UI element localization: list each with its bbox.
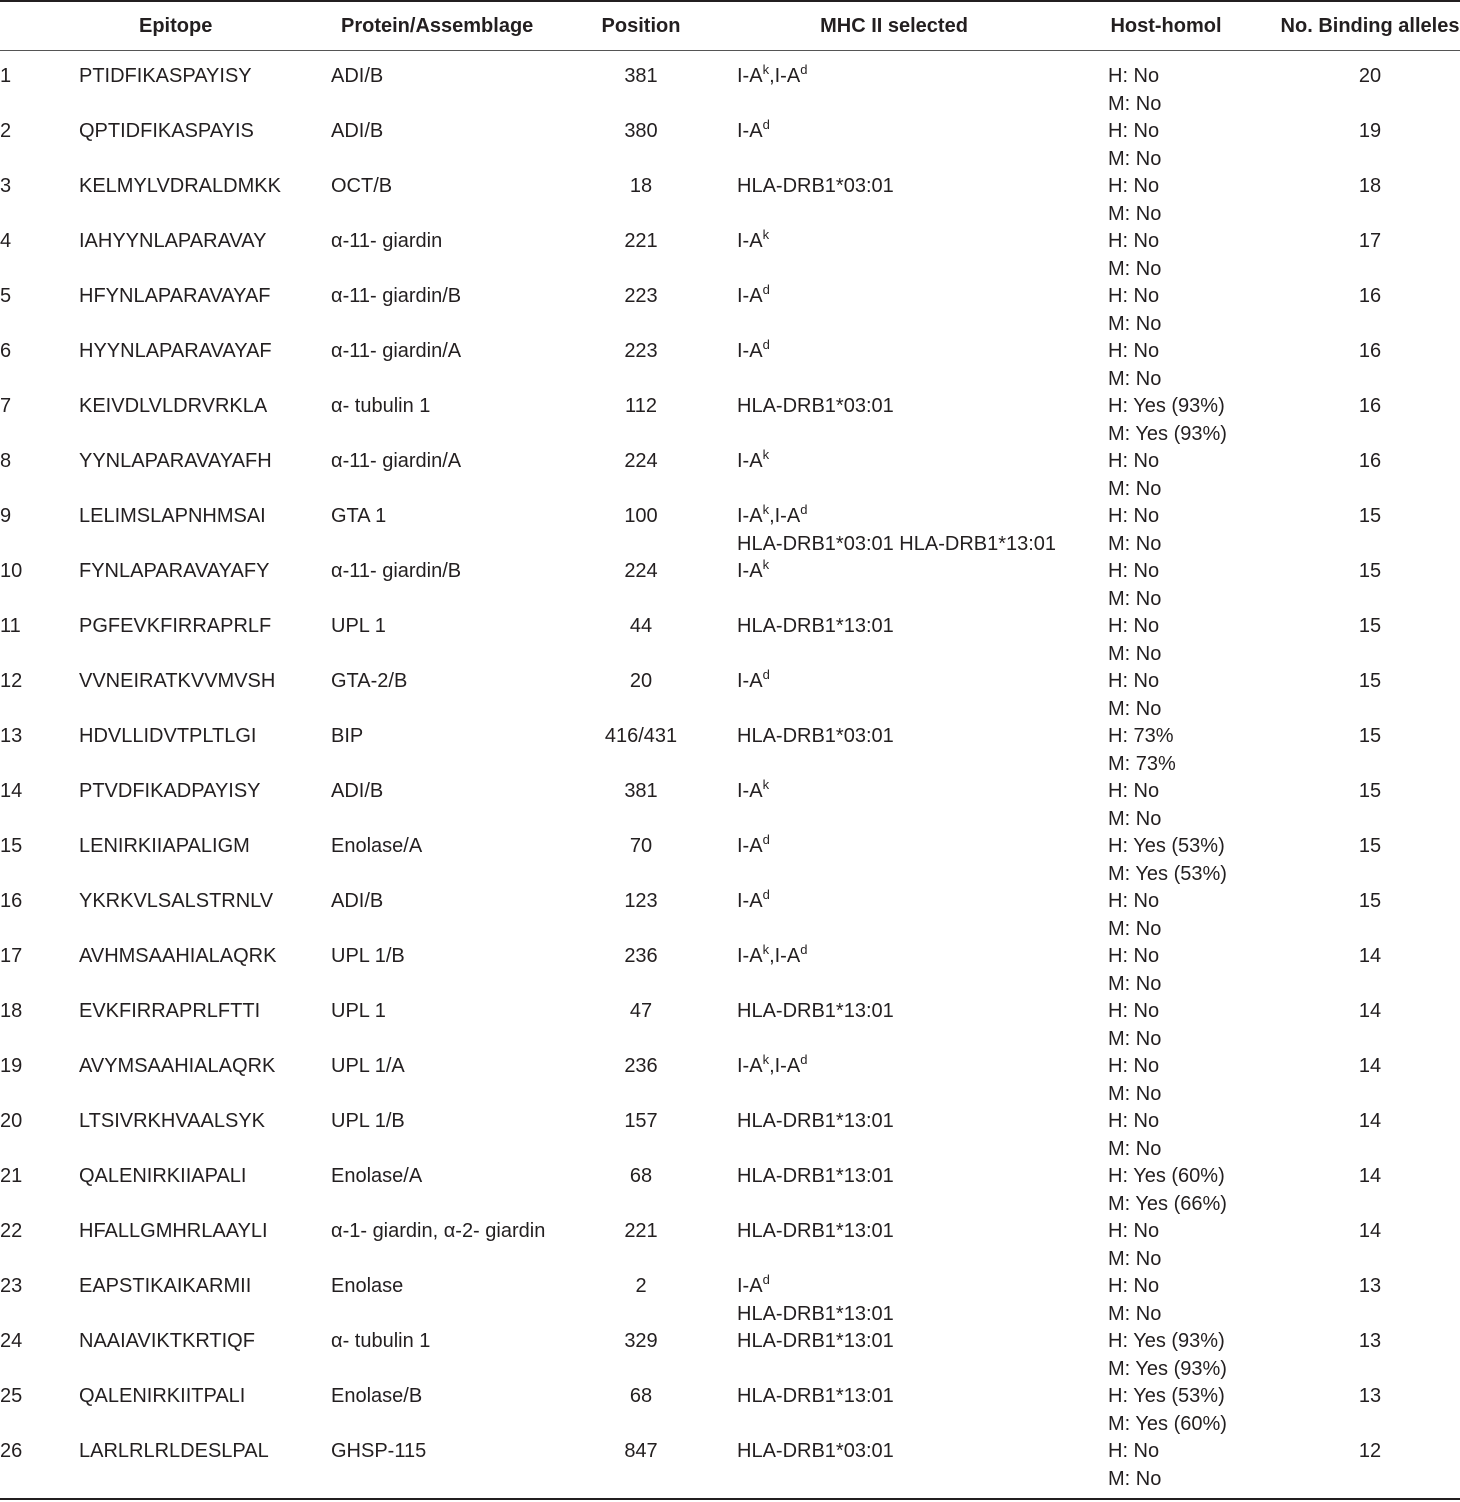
epitope-sequence: KEIVDLVLDRVRKLA: [79, 395, 268, 417]
row-number: 4: [0, 230, 12, 252]
mhc-allele-line: $I-A^k$: [737, 557, 770, 582]
row-number: 19: [0, 1055, 23, 1077]
position-value: 44: [629, 615, 653, 637]
host-homology-mouse: M: No: [1108, 257, 1162, 280]
mhc-alleles: [737, 724, 894, 752]
protein-assemblage: UPL 1/B: [331, 1110, 405, 1132]
mhc-alleles: [737, 1274, 894, 1329]
protein-assemblage: Enolase/B: [331, 1385, 423, 1407]
protein-assemblage: UPL 1/A: [331, 1055, 405, 1077]
position-value: 847: [624, 1440, 658, 1462]
row-number: 6: [0, 340, 12, 362]
epitope-sequence: LTSIVRKHVAALSYK: [79, 1110, 265, 1132]
epitope-sequence: AVYMSAAHIALAQRK: [79, 1055, 276, 1077]
epitope-sequence: HFYNLAPARAVAYAF: [79, 285, 271, 307]
binding-alleles-count: 14: [1358, 1000, 1382, 1022]
row-number: 22: [0, 1220, 23, 1242]
binding-alleles-count: 16: [1358, 395, 1382, 417]
host-homology-human: H: No: [1108, 780, 1160, 802]
host-homology-mouse: M: No: [1108, 642, 1162, 665]
mhc-allele-line: $I-A^k,I-A^d$: [737, 942, 808, 967]
mhc-alleles: [737, 559, 769, 587]
protein-assemblage: OCT/B: [331, 175, 393, 197]
epitope-sequence: HDVLLIDVTPLTLGI: [79, 725, 257, 747]
header-epitope: Epitope: [139, 15, 213, 37]
binding-alleles-count: 14: [1358, 945, 1382, 967]
binding-alleles-count: 16: [1358, 340, 1382, 362]
protein-assemblage: Enolase: [331, 1275, 404, 1297]
mhc-allele-line: HLA-DRB1*13:01: [737, 1110, 894, 1132]
mhc-allele-line: $I-A^d$: [737, 1272, 770, 1297]
position-value: 236: [624, 1055, 658, 1077]
mhc-alleles: [737, 1384, 894, 1412]
position-value: 223: [624, 285, 658, 307]
binding-alleles-count: 14: [1358, 1165, 1382, 1187]
row-number: 7: [0, 395, 12, 417]
protein-assemblage: GHSP-115: [331, 1440, 427, 1462]
epitope-sequence: EVKFIRRAPRLFTTI: [79, 1000, 261, 1022]
host-homology-mouse: M: Yes (93%): [1108, 1357, 1227, 1380]
host-homology-human: H: No: [1108, 340, 1160, 362]
host-homology-human: H: No: [1108, 560, 1160, 582]
epitope-sequence: AVHMSAAHIALAQRK: [79, 945, 277, 967]
host-homology-human: H: Yes (53%): [1108, 835, 1225, 857]
position-value: 221: [624, 230, 658, 252]
host-homology-mouse: M: No: [1108, 807, 1162, 830]
binding-alleles-count: 15: [1358, 670, 1382, 692]
binding-alleles-count: 15: [1358, 560, 1382, 582]
host-homology-human: H: No: [1108, 945, 1160, 967]
position-value: 47: [629, 1000, 653, 1022]
binding-alleles-count: 18: [1358, 175, 1382, 197]
row-number: 18: [0, 1000, 23, 1022]
host-homology-mouse: M: No: [1108, 1467, 1162, 1490]
mhc-allele-line: $I-A^d$: [737, 887, 770, 912]
host-homology-mouse: M: No: [1108, 697, 1162, 720]
protein-assemblage: α-11- giardin: [331, 230, 443, 252]
host-homology-human: H: No: [1108, 65, 1160, 87]
header-protein: Protein/Assemblage: [341, 15, 534, 37]
binding-alleles-count: 13: [1358, 1385, 1382, 1407]
host-homology-human: H: No: [1108, 1220, 1160, 1242]
protein-assemblage: Enolase/A: [331, 835, 423, 857]
header-rule: [0, 50, 1460, 51]
mhc-alleles: [737, 669, 770, 697]
binding-alleles-count: 16: [1358, 285, 1382, 307]
protein-assemblage: α-11- giardin/B: [331, 285, 462, 307]
mhc-allele-line: HLA-DRB1*13:01: [737, 1165, 894, 1187]
host-homology-mouse: M: No: [1108, 917, 1162, 940]
mhc-allele-line: HLA-DRB1*13:01: [737, 615, 894, 637]
host-homology-human: H: No: [1108, 505, 1160, 527]
binding-alleles-count: 12: [1358, 1440, 1382, 1462]
host-homology-human: H: No: [1108, 890, 1160, 912]
position-value: 100: [624, 505, 658, 527]
host-homology-human: H: 73%: [1108, 725, 1174, 747]
protein-assemblage: α-11- giardin/B: [331, 560, 462, 582]
row-number: 21: [0, 1165, 23, 1187]
binding-alleles-count: 19: [1358, 120, 1382, 142]
protein-assemblage: α- tubulin 1: [331, 1330, 431, 1352]
binding-alleles-count: 16: [1358, 450, 1382, 472]
binding-alleles-count: 15: [1358, 615, 1382, 637]
position-value: 70: [629, 835, 653, 857]
host-homology-mouse: M: No: [1108, 972, 1162, 995]
host-homology-human: H: Yes (60%): [1108, 1165, 1225, 1187]
host-homology-mouse: M: Yes (93%): [1108, 422, 1227, 445]
position-value: 381: [624, 780, 658, 802]
host-homology-mouse: M: No: [1108, 532, 1162, 555]
protein-assemblage: GTA 1: [331, 505, 387, 527]
mhc-allele-line: HLA-DRB1*13:01: [737, 1330, 894, 1352]
host-homology-human: H: No: [1108, 615, 1160, 637]
host-homology-mouse: M: Yes (60%): [1108, 1412, 1227, 1435]
header-host-homol: Host-homol: [1110, 15, 1222, 37]
position-value: 68: [629, 1165, 653, 1187]
header-mhc: MHC II selected: [820, 15, 968, 37]
epitope-sequence: QALENIRKIITPALI: [79, 1385, 246, 1407]
protein-assemblage: ADI/B: [331, 780, 384, 802]
host-homology-mouse: M: No: [1108, 92, 1162, 115]
row-number: 5: [0, 285, 12, 307]
header-binding-alleles: No. Binding alleles: [1280, 15, 1460, 37]
row-number: 16: [0, 890, 23, 912]
row-number: 8: [0, 450, 12, 472]
host-homology-human: H: Yes (53%): [1108, 1385, 1225, 1407]
binding-alleles-count: 14: [1358, 1220, 1382, 1242]
epitope-sequence: LARLRLRLDESLPAL: [79, 1440, 269, 1462]
mhc-alleles: [737, 504, 1056, 559]
mhc-alleles: [737, 339, 770, 367]
epitope-sequence: HFALLGMHRLAAYLI: [79, 1220, 268, 1242]
host-homology-human: H: No: [1108, 670, 1160, 692]
row-number: 24: [0, 1330, 23, 1352]
mhc-alleles: [737, 1164, 894, 1192]
row-number: 25: [0, 1385, 23, 1407]
position-value: 236: [624, 945, 658, 967]
host-homology-human: H: No: [1108, 1275, 1160, 1297]
protein-assemblage: UPL 1: [331, 1000, 386, 1022]
mhc-alleles: [737, 1054, 807, 1082]
protein-assemblage: ADI/B: [331, 890, 384, 912]
protein-assemblage: ADI/B: [331, 65, 384, 87]
binding-alleles-count: 15: [1358, 890, 1382, 912]
header-position: Position: [601, 15, 681, 37]
mhc-alleles: [737, 174, 894, 202]
binding-alleles-count: 20: [1358, 65, 1382, 87]
binding-alleles-count: 14: [1358, 1055, 1382, 1077]
mhc-alleles: [737, 779, 769, 807]
mhc-alleles: [737, 449, 769, 477]
host-homology-human: H: No: [1108, 450, 1160, 472]
host-homology-human: H: No: [1108, 1055, 1160, 1077]
mhc-allele-line: $I-A^d$: [737, 667, 770, 692]
mhc-allele-line: $I-A^d$: [737, 282, 770, 307]
mhc-alleles: [737, 999, 894, 1027]
epitope-sequence: YKRKVLSALSTRNLV: [79, 890, 274, 912]
row-number: 12: [0, 670, 23, 692]
binding-alleles-count: 13: [1358, 1330, 1382, 1352]
row-number: 14: [0, 780, 23, 802]
row-number: 20: [0, 1110, 23, 1132]
binding-alleles-count: 17: [1358, 230, 1382, 252]
row-number: 13: [0, 725, 23, 747]
protein-assemblage: BIP: [331, 725, 364, 747]
host-homology-mouse: M: No: [1108, 1137, 1162, 1160]
host-homology-mouse: M: No: [1108, 587, 1162, 610]
position-value: 123: [624, 890, 658, 912]
host-homology-human: H: No: [1108, 230, 1160, 252]
host-homology-human: H: No: [1108, 175, 1160, 197]
host-homology-mouse: M: No: [1108, 202, 1162, 225]
epitope-sequence: HYYNLAPARAVAYAF: [79, 340, 272, 362]
mhc-allele-line: $I-A^k$: [737, 777, 770, 802]
mhc-allele-line: HLA-DRB1*13:01: [737, 1302, 894, 1325]
mhc-allele-line: $I-A^k,I-A^d$: [737, 1052, 808, 1077]
mhc-allele-line: $I-A^k,I-A^d$: [737, 62, 808, 87]
protein-assemblage: Enolase/A: [331, 1165, 423, 1187]
mhc-alleles: [737, 1329, 894, 1357]
table-bottom-rule: [0, 1498, 1460, 1500]
host-homology-mouse: M: No: [1108, 367, 1162, 390]
row-number: 15: [0, 835, 23, 857]
host-homology-human: H: No: [1108, 1000, 1160, 1022]
position-value: 18: [629, 175, 653, 197]
protein-assemblage: α-11- giardin/A: [331, 450, 462, 472]
binding-alleles-count: 15: [1358, 835, 1382, 857]
binding-alleles-count: 15: [1358, 505, 1382, 527]
host-homology-mouse: M: No: [1108, 1247, 1162, 1270]
protein-assemblage: ADI/B: [331, 120, 384, 142]
mhc-allele-line: $I-A^d$: [737, 832, 770, 857]
position-value: 329: [624, 1330, 658, 1352]
binding-alleles-count: 15: [1358, 780, 1382, 802]
epitope-sequence: PTVDFIKADPAYISY: [79, 780, 261, 802]
host-homology-mouse: M: No: [1108, 477, 1162, 500]
host-homology-human: H: No: [1108, 120, 1160, 142]
mhc-allele-line: $I-A^k$: [737, 227, 770, 252]
host-homology-human: H: No: [1108, 285, 1160, 307]
protein-assemblage: UPL 1: [331, 615, 386, 637]
row-number: 17: [0, 945, 23, 967]
mhc-alleles: [737, 394, 894, 422]
protein-assemblage: UPL 1/B: [331, 945, 405, 967]
host-homology-mouse: M: No: [1108, 1027, 1162, 1050]
host-homology-mouse: M: 73%: [1108, 752, 1176, 775]
mhc-allele-line: $I-A^d$: [737, 117, 770, 142]
epitope-sequence: IAHYYNLAPARAVAY: [79, 230, 267, 252]
protein-assemblage: α-1- giardin, α-2- giardin: [331, 1220, 546, 1242]
host-homology-human: H: No: [1108, 1440, 1160, 1462]
row-number: 26: [0, 1440, 23, 1462]
row-number: 23: [0, 1275, 23, 1297]
epitope-sequence: YYNLAPARAVAYAFH: [79, 450, 272, 472]
protein-assemblage: α- tubulin 1: [331, 395, 431, 417]
protein-assemblage: GTA-2/B: [331, 670, 408, 692]
binding-alleles-count: 15: [1358, 725, 1382, 747]
host-homology-mouse: M: Yes (66%): [1108, 1192, 1227, 1215]
mhc-alleles: [737, 834, 770, 862]
binding-alleles-count: 14: [1358, 1110, 1382, 1132]
mhc-allele-line: HLA-DRB1*03:01: [737, 395, 894, 417]
position-value: 221: [624, 1220, 658, 1242]
mhc-alleles: [737, 1109, 894, 1137]
epitope-sequence: PGFEVKFIRRAPRLF: [79, 615, 272, 637]
row-number: 11: [0, 615, 21, 637]
binding-alleles-count: 13: [1358, 1275, 1382, 1297]
host-homology-mouse: M: No: [1108, 1082, 1162, 1105]
mhc-alleles: [737, 64, 807, 92]
mhc-alleles: [737, 1439, 894, 1467]
epitope-sequence: NAAIAVIKTKRTIQF: [79, 1330, 255, 1352]
row-number: 9: [0, 505, 12, 527]
epitope-sequence: VVNEIRATKVVMVSH: [79, 670, 276, 692]
mhc-allele-line: $I-A^k$: [737, 447, 770, 472]
position-value: 416/431: [604, 725, 678, 747]
position-value: 224: [624, 450, 658, 472]
host-homology-human: H: No: [1108, 1110, 1160, 1132]
table-top-rule: [0, 0, 1460, 2]
epitope-sequence: PTIDFIKASPAYISY: [79, 65, 252, 87]
position-value: 157: [624, 1110, 658, 1132]
row-number: 10: [0, 560, 23, 582]
mhc-alleles: [737, 284, 770, 312]
host-homology-human: H: Yes (93%): [1108, 1330, 1225, 1352]
mhc-allele-line: $I-A^k,I-A^d$: [737, 502, 808, 527]
host-homology-human: H: Yes (93%): [1108, 395, 1225, 417]
position-value: 381: [624, 65, 658, 87]
mhc-alleles: [737, 889, 770, 917]
epitope-sequence: KELMYLVDRALDMKK: [79, 175, 281, 197]
mhc-allele-line: $I-A^d$: [737, 337, 770, 362]
row-number: 2: [0, 120, 12, 142]
host-homology-mouse: M: No: [1108, 147, 1162, 170]
host-homology-mouse: M: No: [1108, 312, 1162, 335]
position-value: 68: [629, 1385, 653, 1407]
mhc-alleles: [737, 1219, 894, 1247]
epitope-sequence: LENIRKIIAPALIGM: [79, 835, 250, 857]
mhc-alleles: [737, 614, 894, 642]
mhc-allele-line: HLA-DRB1*13:01: [737, 1220, 894, 1242]
mhc-alleles: [737, 229, 769, 257]
epitope-sequence: EAPSTIKAIKARMII: [79, 1275, 252, 1297]
mhc-allele-line: HLA-DRB1*13:01: [737, 1000, 894, 1022]
host-homology-mouse: M: No: [1108, 1302, 1162, 1325]
epitope-sequence: FYNLAPARAVAYAFY: [79, 560, 270, 582]
row-number: 3: [0, 175, 12, 197]
position-value: 223: [624, 340, 658, 362]
mhc-allele-line: HLA-DRB1*03:01: [737, 725, 894, 747]
protein-assemblage: α-11- giardin/A: [331, 340, 462, 362]
mhc-allele-line: HLA-DRB1*03:01: [737, 1440, 894, 1462]
mhc-alleles: [737, 119, 770, 147]
mhc-allele-line: HLA-DRB1*03:01 HLA-DRB1*13:01: [737, 532, 1057, 555]
mhc-allele-line: HLA-DRB1*13:01: [737, 1385, 894, 1407]
position-value: 112: [625, 395, 657, 417]
position-value: 380: [624, 120, 658, 142]
position-value: 224: [624, 560, 658, 582]
epitope-sequence: QPTIDFIKASPAYIS: [79, 120, 254, 142]
row-number: 1: [0, 65, 12, 87]
host-homology-mouse: M: Yes (53%): [1108, 862, 1227, 885]
mhc-alleles: [737, 944, 807, 972]
mhc-allele-line: HLA-DRB1*03:01: [737, 175, 894, 197]
position-value: 2: [635, 1275, 647, 1297]
position-value: 20: [629, 670, 653, 692]
epitope-sequence: QALENIRKIIAPALI: [79, 1165, 247, 1187]
epitope-sequence: LELIMSLAPNHMSAI: [79, 505, 266, 527]
